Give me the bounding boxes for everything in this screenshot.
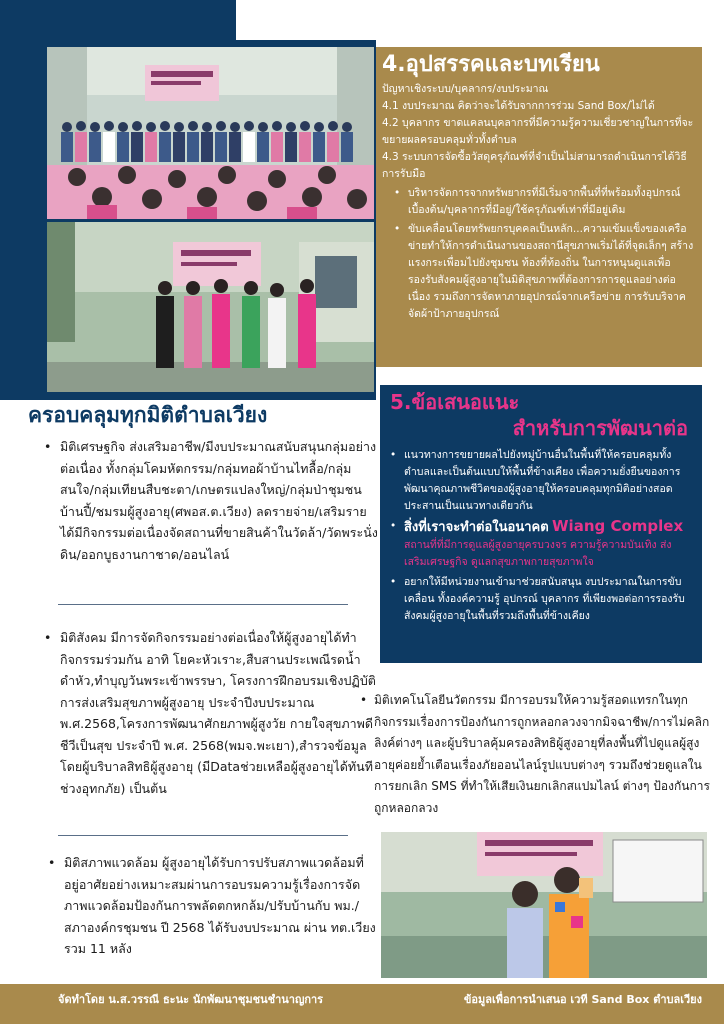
economic-dimension: • มิติเศรษฐกิจ ส่งเสริมอาชีพ/มีงบประมาณสนับสนุนกลุ่มอย่างต่อเนื่อง ทั้งกลุ่มโคมหัตกรรม/กลุ่มทอผ้าบ้านไทลื้อ/กลุ่มสนใจ/กลุ่มเทียนสืบชะตา/เกษตรแปลงใหญ่/กลุ่มป่าชุมชนบ้านปี้/ชมรมผู้สูงอายุ(ศพอส.ต.เวียง) ลดรายจ่าย/เสริมรายได้มีกิจกรรมต่อเนื่องจัดสถานที่ขายสินค้าในวัดล้า/วัดพระนั่งดิน/ออกบูธงานกาชาด/ออนไลน์ [44,436,380,565]
section4-point-1: 4.1 งบประมาณ คิดว่าจะได้รับจากการร่วม Sand Box/ไม่ได้ [382,100,655,112]
wiang-complex-label: Wiang Complex [552,517,684,535]
technology-dimension: • มิติเทคโนโลยีนวัตกรรม มีการอบรมให้ความรู้สอดแทรกในทุกกิจกรรมเรื่องการป้องกันการถูกหลอกลวงจากมิจฉาชีพ/การไม่คลิกลิงค์ต่างๆ และผู้บริบาลคุ้มครองสิทธิผู้สูงอายุที่ลงพื้นที่ไปดูแลผู้สูงอายุค่อยย้ำเตือนเรื่องภัยออนไลน์รูปแบบต่างๆ รวมถึงช่วยดูแลในการยกเลิก SMS ที่ทำให้เสียเงินยกเลิกสแปมไลน์ ต่างๆ ป้องกันการถูกหลอกลวง [360,690,712,819]
section4-bullet-1: • บริหารจัดการจากทรัพยากรที่มีเริ่มจากพื้นที่ที่พร้อมทั้งอุปกรณ์เบื้องต้น/บุคลากรที่มีอยู่/ใช้ครุภัณฑ์เท่าที่มีอยู่เดิม [394,185,696,219]
section4-title: 4.อุปสรรคและบทเรียน [382,52,600,77]
footer-source: ข้อมูลเพื่อการนำเสนอ เวที Sand Box ตำบลเวียง [463,993,702,1006]
section5-bullet-3: • อยากให้มีหน่วยงานเข้ามาช่วยสนับสนุน งบประมาณในการขับเคลื่อน ทั้งองค์ความรู้ อุปกรณ์ บุคลากร ที่เพียงพอต่อการรองรับสังคมผู้สูงอายุในพื้นที่รวมถึงพื้นที่ข้างเคียง [388,574,694,625]
section5-title-line2: สำหรับการพัฒนาต่อ [512,416,688,440]
environment-dimension: • มิติสภาพแวดล้อม ผู้สูงอายุได้รับการปรับสภาพแวดล้อมที่อยู่อาศัยอย่างเหมาะสมผ่านการอบรมความรู้เรื่องการจัดภาพแวดล้อมป้องกันการพลัดตกหกล้ม/ปรับบ้านกับ พม./สภาองค์กรชุมชน ปี 2568 ได้รับงบประมาณ ผ่าน ทต.เวียง รวม 11 หลัง [48,852,378,960]
section-recommendations [380,385,702,663]
section5-title-line1: 5.ข้อเสนอแนะ [390,390,520,414]
footer-author: จัดทำโดย น.ส.วรรณี ธะนะ นักพัฒนาชุมชนชำนาญการ [58,993,324,1006]
section-obstacles-lessons [376,47,702,367]
two-people-photo [381,832,707,978]
social-dimension: • มิติสังคม มีการจัดกิจกรรมอย่างต่อเนื่องให้ผู้สูงอายุได้ทำกิจกรรมร่วมกัน อาทิ โยคะหัวเราะ,สืบสานประเพณีรดน้ำดำหัว,ทำบุญวันพระเข้าพรรษา, โครงการฝึกอบรมเชิงปฏิบัติการส่งเสริมสุขภาพผู้สูงอายุ ประจำปีงบประมาณ พ.ศ.2568,โครงการพัฒนาศักยภาพผู้สูงวัย กายใจสุขภาพดี ชีวีเป็นสุข ประจำปี พ.ศ. 2568(พมจ.พะเยา),สำรวจข้อมูลโดยผู้บริบาลสิทธิผู้สูงอายุ (มีDataช่วยเหลือผู้สูงอายุได้ทันทีช่วงอุทกภัย) เป็นต้น [44,627,380,799]
section4-bullet-2: • ขับเคลื่อนโดยทรัพยกรบุคคลเป็นหลัก...ความเข้มแข็งของเครือข่ายทำให้การดำเนินงานของสถานีสุขภาพเริ่มได้ที่จุดเล็กๆ สร้างแรงกระเพื่อมไปยังชุมชน ท้องที่ท้องถิ่น ในการหนุนดูแลเพื่อรองรับสังคมผู้สูงอายุในมิติสุขภาพที่ต้องการการดูแลอย่างต่อเนื่อง รวมถึงการจัดหาภายอุปกรณ์จากเครือข่าย การรับบริจาค จัดผ้าป้าภายอุปกรณ์ [394,221,696,323]
section4-point-3: 4.3 ระบบการจัดซื้อวัสดุครุภัณฑ์ที่จำเป็นไม่สามารถดำเนินการได้วิธีการรับมือ [382,151,687,180]
section4-bullet-list [394,185,696,323]
divider [58,835,348,836]
top-color-band [0,0,236,40]
wiang-complex-description: สถานที่ที่มีการดูแลผู้สูงอายุครบวงจร ความรู้ความบันเทิง ส่งเสริมเศรษฐกิจ ดูแลกสุขภาพกายสุขภาพใจ [404,539,672,568]
future-plan-lead: สิ่งที่เราจะทำต่อในอนาคต [404,520,549,535]
section5-bullet-list [388,447,694,625]
section5-bullet-2 [388,518,694,571]
section4-point-2: 4.2 บุคลากร ขาดแคลนบุคลากรที่มีความรู้ความเชี่ยวชาญในการที่จะขยายผลครอบคลุมทั่วทั้งตำบล [382,117,694,146]
footer-bar [0,984,724,1024]
section5-bullet-1: • แนวทางการขยายผลไปยังหมู่บ้านอื่นในพื้นที่ให้ครอบคลุมทั้งตำบลและเป็นต้นแบบให้พื้นที่ข้างเคียง เพื่อความยั่งยืนของการพัฒนาคุณภาพชีวิตของผู้สูงอายุให้ครอบคลุมทุกมิติอย่างสอดประสานเป็นแนวทางเดียวกัน [388,447,694,515]
team-photo [47,222,374,392]
divider [58,604,348,605]
coverage-title: ครอบคลุมทุกมิติตำบลเวียง [28,403,268,427]
section4-intro: ปัญหาเชิงระบบ/บุคลากร/งบประมาณ [382,83,549,95]
group-photo-event [47,47,374,219]
